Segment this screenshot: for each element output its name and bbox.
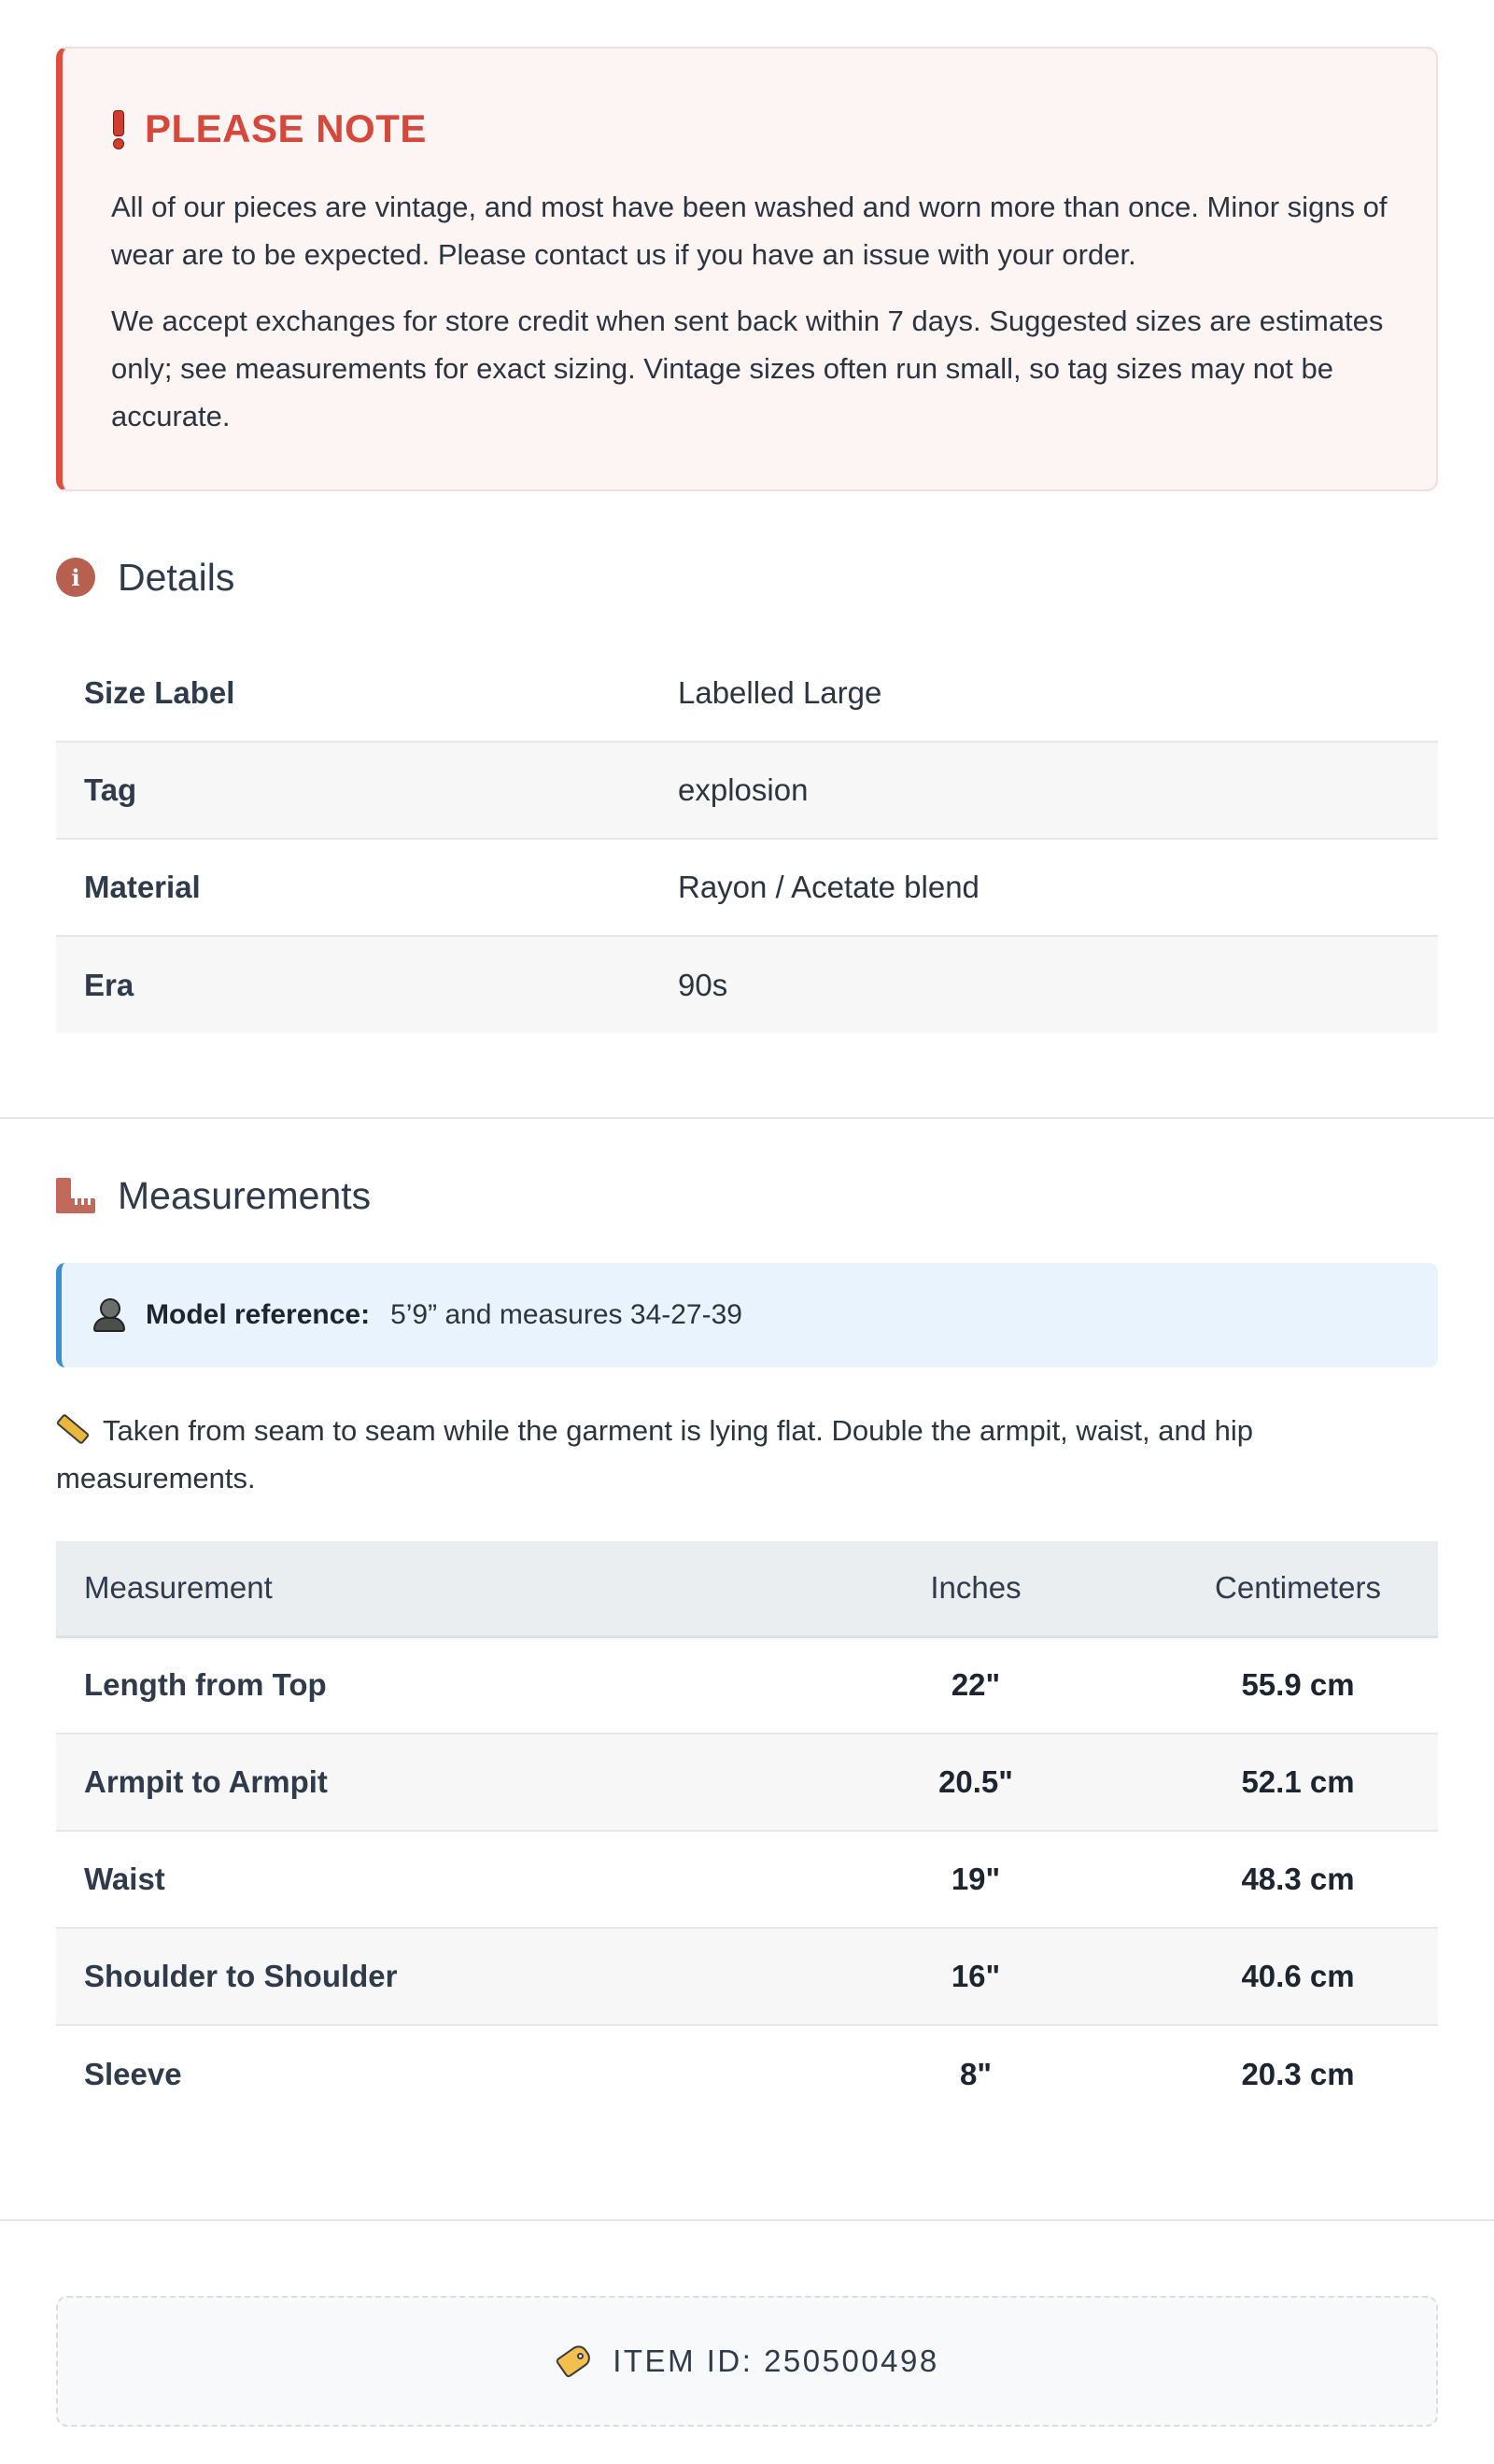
measurement-inches: 8" (960, 2056, 992, 2091)
measurement-note-text: Taken from seam to seam while the garment is lying flat. Double the armpit, waist, and hip measurements. (56, 1414, 1253, 1494)
details-table (56, 644, 1438, 1033)
measurement-cm: 48.3 cm (1241, 1862, 1355, 1896)
table-row (56, 1734, 1438, 1831)
ruler-icon (56, 1178, 95, 1213)
measurements-section (0, 1119, 1494, 2122)
measurements-table (56, 1541, 1438, 2122)
measurement-inches: 19" (951, 1862, 1001, 1896)
section-divider (0, 2219, 1494, 2221)
measurements-title: Measurements (118, 1173, 372, 1217)
table-row (56, 1636, 1438, 1734)
notice-paragraph-1: All of our pieces are vintage, and most have been washed and worn more than once. Minor signs of wear are to be expected. Please contact us if you have an issue with your order. (111, 191, 1388, 271)
measurement-name: Waist (84, 1862, 165, 1896)
notice-title: PLEASE NOTE (145, 106, 427, 150)
page-content (0, 0, 1494, 1033)
measurement-name: Shoulder to Shoulder (84, 1959, 398, 1993)
please-note-box (56, 47, 1438, 491)
measurement-inches: 20.5" (938, 1764, 1013, 1799)
model-reference-box (56, 1263, 1438, 1367)
model-reference-value: 5’9” and measures 34-27-39 (390, 1299, 742, 1330)
table-row (56, 1928, 1438, 2025)
column-header-centimeters: Centimeters (1158, 1541, 1438, 1636)
details-row (56, 839, 1438, 936)
table-row (56, 2025, 1438, 2122)
column-header-measurement: Measurement (56, 1541, 794, 1636)
details-value: Labelled Large (678, 674, 882, 710)
table-row (56, 1831, 1438, 1928)
details-label: Material (84, 870, 201, 904)
exclamation-icon (111, 110, 124, 148)
details-header (56, 549, 1438, 605)
column-header-inches: Inches (794, 1541, 1158, 1636)
details-row (56, 644, 1438, 742)
measurement-cm: 52.1 cm (1241, 1764, 1355, 1799)
notice-paragraph-2: We accept exchanges for store credit when sent back within 7 days. Suggested sizes are estimates only; see measurements for exact sizing. Vintage sizes often run small, so tag sizes may not be accurate. (111, 304, 1384, 432)
measurement-inches: 16" (951, 1959, 1001, 1993)
details-label: Size Label (84, 674, 235, 710)
details-value: Rayon / Acetate blend (678, 870, 980, 904)
model-reference-label: Model reference: (146, 1299, 371, 1330)
measurement-name: Sleeve (84, 2056, 182, 2091)
details-value: explosion (678, 772, 809, 807)
measurement-note (56, 1407, 1438, 1502)
measurements-header (56, 1168, 1438, 1224)
measurement-cm: 55.9 cm (1241, 1667, 1355, 1703)
details-value: 90s (678, 967, 728, 1002)
measurement-name: Length from Top (84, 1667, 327, 1703)
notice-header (111, 106, 1389, 151)
measurement-cm: 40.6 cm (1241, 1959, 1355, 1993)
pencil-icon (56, 1413, 91, 1445)
tag-icon (555, 2347, 592, 2375)
details-label: Era (84, 967, 134, 1002)
info-icon: i (56, 558, 95, 597)
item-id-box (56, 2296, 1438, 2427)
details-row (56, 742, 1438, 839)
details-title: Details (118, 555, 235, 599)
measurement-cm: 20.3 cm (1241, 2056, 1355, 2091)
measurements-header-row (56, 1541, 1438, 1636)
details-row (56, 936, 1438, 1033)
details-label: Tag (84, 772, 137, 807)
person-icon (93, 1298, 125, 1332)
item-id: ITEM ID: 250500498 (613, 2344, 939, 2378)
measurement-inches: 22" (951, 1667, 1001, 1703)
measurement-name: Armpit to Armpit (84, 1764, 328, 1799)
